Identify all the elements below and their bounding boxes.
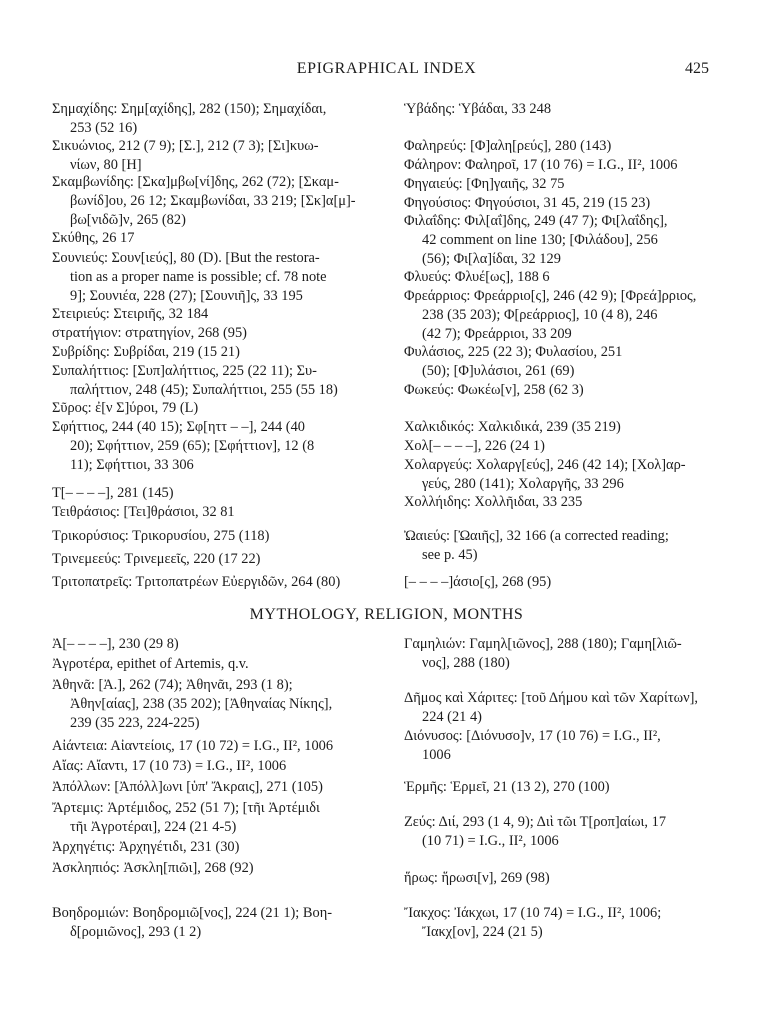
index-entry: Φλυεύς: Φλυέ[ως], 188 6: [404, 269, 550, 285]
index-entry: Φάληρον: Φαληροῖ, 17 (10 76) = I.G., II², 1006: [404, 157, 678, 173]
index-entry: Χαλκιδικός: Χαλκιδικά, 239 (35 219): [404, 419, 621, 435]
index-entry: Ἀγροτέρα, epithet of Artemis, q.v.: [52, 656, 249, 672]
index-entry: Ὑβάδης: Ὑβάδαι, 33 248: [404, 101, 552, 117]
index-entry: Σῦρος: ἐ[ν Σ]ύροι, 79 (L): [52, 400, 199, 416]
index-entry: Διόνυσος: [Διόνυσο]ν, 17 (10 76) = I.G., II², 1006: [404, 728, 661, 763]
index-entry: Σκαμβωνίδης: [Σκα]μβω[νί]δης, 262 (72); [Σκαμ- βωνίδ]ου, 26 12; Σκαμβωνίδαι, 33 219; [Σκ]α[μ]- βω[νιδῶ]ν, 265 (82): [52, 174, 356, 228]
index-entry: Ἀπόλλων: [Ἀπόλλ]ωνι [ὑπ' Ἄκραις], 271 (105): [52, 779, 323, 795]
index-entry: Τρικορύσιος: Τρικορυσίου, 275 (118): [52, 528, 270, 544]
index-entry: Τ[– – – –], 281 (145): [52, 485, 174, 501]
index-entry: Ἄρτεμις: Ἀρτέμιδος, 252 (51 7); [τῆι Ἀρτέμιδι τῆι Ἀγροτέραι], 224 (21 4-5): [52, 800, 320, 835]
index-entry: Στειριεύς: Στειριῆς, 32 184: [52, 306, 209, 322]
index-entry: Ἑρμῆς: Ἑρμεῖ, 21 (13 2), 270 (100): [404, 779, 610, 795]
index-entry: Ἀσκληπιός: Ἀσκλη[πιῶι], 268 (92): [52, 860, 254, 876]
page-number: 425: [685, 60, 709, 77]
index-entry: Χολαργεύς: Χολαργ[εύς], 246 (42 14); [Χολ]αρ- γεύς, 280 (141); Χολαργῆς, 33 296: [404, 457, 686, 492]
index-entry: Τρινεμεεύς: Τρινεμεεῖς, 220 (17 22): [52, 551, 261, 567]
index-entry: Συπαλήττιος: [Συπ]αλήττιος, 225 (22 11); Συ- παλήττιον, 248 (45); Συπαλήττιοι, 255 (55 18): [52, 363, 338, 398]
index-entry: Βοηδρομιών: Βοηδρομιῶ[νος], 224 (21 1); Βοη- δ[ρομιῶνος], 293 (1 2): [52, 905, 333, 940]
index-entry: Αἰάντεια: Αἰαντείοις, 17 (10 72) = I.G., II², 1006: [52, 738, 334, 754]
index-entry: Φηγαιεύς: [Φη]γαιῆς, 32 75: [404, 176, 565, 192]
index-entry: Φυλάσιος, 225 (22 3); Φυλασίου, 251 (50); [Φ]υλάσιοι, 261 (69): [404, 344, 623, 379]
index-entry: Ὠαιεύς: [Ὠαιῆς], 32 166 (a corrected reading; see p. 45): [404, 528, 669, 563]
index-entry: Ἴακχος: Ἰάκχωι, 17 (10 74) = I.G., II², 1006; Ἴακχ[ον], 224 (21 5): [404, 905, 662, 940]
index-entry: Φιλαΐδης: Φιλ[αΐ]δης, 249 (47 7); Φι[λαΐδης], 42 comment on line 130; [Φιλάδου], 256 (56); Φι[λα]ίδαι, 32 129: [404, 213, 668, 267]
index-entry: Ἀθηνᾶ: [Ἀ.], 262 (74); Ἀθηνᾶι, 293 (1 8); Ἀθην[αίας], 238 (35 202); [Ἀθηναίας Νίκης], 239 (35 223, 224-225): [52, 677, 333, 731]
index-entry: Ἀ[– – – –], 230 (29 8): [52, 636, 179, 652]
running-title: EPIGRAPHICAL INDEX: [296, 60, 477, 77]
index-entry: Φρεάρριος: Φρεάρριο[ς], 246 (42 9); [Φρεά]ρριος, 238 (35 203); Φ[ρεάρριος], 10 (4 8), 246 (42 7); Φρεάρριοι, 33 209: [404, 288, 697, 342]
index-entry: Σικυώνιος, 212 (7 9); [Σ.], 212 (7 3); [Σι]κυω- νίων, 80 [H]: [52, 138, 319, 173]
index-entry: Σουνιεύς: Σουν[ιεύς], 80 (D). [But the restora- tion as a proper name is possible; cf. 78 note 9]; Σουνιέα, 228 (27); [Σουνιῆ]ς, 33 195: [52, 250, 327, 304]
section-heading: MYTHOLOGY, RELIGION, MONTHS: [249, 606, 524, 623]
index-entry: Χολλήιδης: Χολλῆιδαι, 33 235: [404, 494, 583, 510]
index-entry: Δῆμος καὶ Χάριτες: [τοῦ Δήμου καὶ τῶν Χαρίτων], 224 (21 4): [404, 690, 698, 725]
index-entry: ἥρως: ἥρωσι[ν], 269 (98): [404, 870, 550, 886]
index-entry: Σκύθης, 26 17: [52, 230, 135, 246]
index-entry: στρατήγιον: στρατηγίον, 268 (95): [52, 325, 247, 341]
index-entry: Φηγούσιος: Φηγούσιοι, 31 45, 219 (15 23): [404, 195, 651, 211]
index-entry: Ζεύς: Διί, 293 (1 4, 9); Διὶ τῶι Τ[ροπ]αίωι, 17 (10 71) = I.G., II², 1006: [404, 814, 667, 849]
index-entry: Φωκεύς: Φωκέω[ν], 258 (62 3): [404, 382, 584, 398]
index-entry: Σημαχίδης: Σημ[αχίδης], 282 (150); Σημαχίδαι, 253 (52 16): [52, 101, 327, 136]
index-entry: Χολ[– – – –], 226 (24 1): [404, 438, 545, 454]
index-entry: Ἀρχηγέτις: Ἀρχηγέτιδι, 231 (30): [52, 839, 240, 855]
index-entry: Συβρίδης: Συβρίδαι, 219 (15 21): [52, 344, 240, 360]
index-entry: Φαληρεύς: [Φ]αλη[ρεύς], 280 (143): [404, 138, 612, 154]
index-entry: [– – – –]άσιο[ς], 268 (95): [404, 574, 552, 590]
index-entry: Αἴας: Αἴαντι, 17 (10 73) = I.G., II², 1006: [52, 758, 287, 774]
index-entry: Τειθράσιος: [Τει]θράσιοι, 32 81: [52, 504, 235, 520]
index-entry: Σφήττιος, 244 (40 15); Σφ[ηττ – –], 244 (40 20); Σφήττιον, 259 (65); [Σφήττιον], 12 (8 11); Σφήττιοι, 33 306: [52, 419, 315, 473]
running-head: [0, 58, 773, 82]
index-entry: Τριτοπατρεῖς: Τριτοπατρέων Εὐεργιδῶν, 264 (80): [52, 574, 341, 590]
index-entry: Γαμηλιών: Γαμηλ[ιῶνος], 288 (180); Γαμη[λιῶ- νος], 288 (180): [404, 636, 682, 671]
